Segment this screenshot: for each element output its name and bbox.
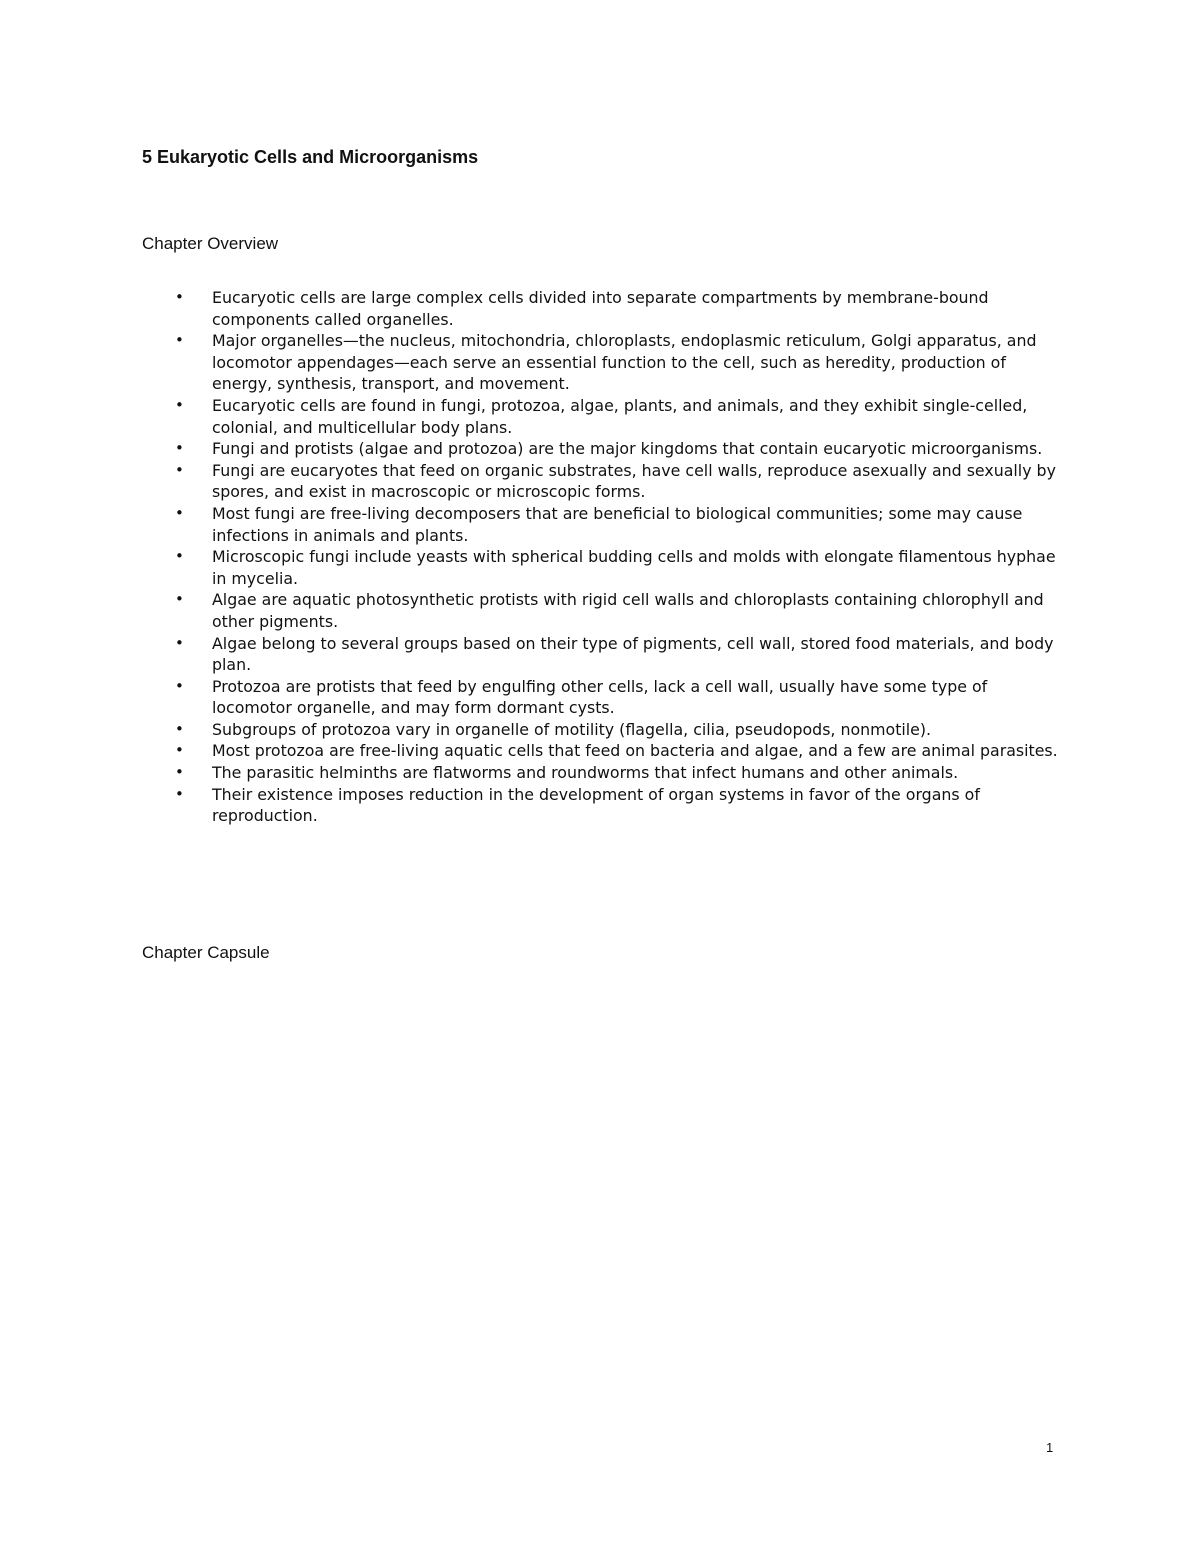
bullet-icon: •	[175, 460, 184, 479]
page-number: 1	[1046, 1440, 1054, 1455]
overview-bullet-text: Most fungi are free-living decomposers that are beneficial to biological communities; some may cause infections in animals and plants.	[212, 503, 1023, 545]
overview-bullet-text: Their existence imposes reduction in the development of organ systems in favor of the organs of reproduction.	[212, 784, 980, 826]
document-title: 5 Eukaryotic Cells and Microorganisms	[142, 147, 479, 167]
bullet-icon: •	[175, 719, 184, 738]
overview-list-item	[142, 740, 1062, 762]
overview-bullet-text: Fungi and protists (algae and protozoa) are the major kingdoms that contain eucaryotic microorganisms.	[212, 439, 1043, 459]
overview-list-item	[142, 330, 1062, 395]
overview-bullet-text: Eucaryotic cells are large complex cells divided into separate compartments by membrane-bound components called organelles.	[212, 288, 989, 329]
bullet-icon: •	[175, 547, 184, 566]
bullet-icon: •	[175, 633, 184, 652]
bullet-icon: •	[175, 741, 184, 760]
bullet-icon: •	[175, 763, 184, 782]
bullet-icon: •	[175, 439, 184, 458]
overview-bullet-text: The parasitic helminths are flatworms and roundworms that infect humans and other animals.	[212, 763, 959, 783]
overview-list-item	[142, 589, 1062, 632]
overview-bullet-text: Eucaryotic cells are found in fungi, protozoa, algae, plants, and animals, and they exhibit single-celled, colonial, and multicellular body plans.	[212, 395, 1028, 437]
bullet-icon: •	[175, 784, 184, 803]
bullet-icon: •	[175, 676, 184, 695]
overview-bullet-text: Algae are aquatic photosynthetic protists with rigid cell walls and chloroplasts containing chlorophyll and other pigments.	[212, 590, 1044, 631]
bullet-icon: •	[175, 331, 184, 350]
overview-list-item	[142, 784, 1062, 827]
chapter-capsule-heading: Chapter Capsule	[142, 943, 270, 962]
overview-list-item	[142, 676, 1062, 719]
overview-bullet-text: Most protozoa are free-living aquatic cells that feed on bacteria and algae, and a few are animal parasites.	[212, 741, 1058, 761]
overview-bullet-text: Protozoa are protists that feed by engulfing other cells, lack a cell wall, usually have some type of locomotor organelle, and may form dormant cysts.	[212, 676, 988, 718]
overview-list-item	[142, 438, 1062, 460]
overview-list-item	[142, 719, 1062, 741]
overview-list-item	[142, 546, 1062, 589]
chapter-overview-heading: Chapter Overview	[142, 234, 279, 253]
bullet-icon: •	[175, 395, 184, 414]
overview-list-item	[142, 503, 1062, 546]
overview-bullet-text: Algae belong to several groups based on their type of pigments, cell wall, stored food materials, and body plan.	[212, 633, 1054, 675]
bullet-icon: •	[175, 503, 184, 522]
chapter-overview-list	[142, 287, 1062, 827]
overview-bullet-text: Subgroups of protozoa vary in organelle of motility (flagella, cilia, pseudopods, nonmotile).	[212, 719, 932, 739]
overview-list-item	[142, 460, 1062, 503]
bullet-icon: •	[175, 590, 184, 609]
overview-list-item	[142, 633, 1062, 676]
bullet-icon: •	[175, 288, 184, 306]
overview-list-item	[142, 395, 1062, 438]
overview-list-item	[142, 762, 1062, 784]
overview-list-item	[142, 287, 1062, 330]
overview-bullet-text: Fungi are eucaryotes that feed on organic substrates, have cell walls, reproduce asexually and sexually by spores, and exist in macroscopic or microscopic forms.	[212, 460, 1056, 502]
overview-bullet-text: Microscopic fungi include yeasts with spherical budding cells and molds with elongate filamentous hyphae in mycelia.	[212, 547, 1056, 588]
overview-bullet-text: Major organelles—the nucleus, mitochondria, chloroplasts, endoplasmic reticulum, Golgi apparatus, and locomotor appendages—each serve an essential function to the cell, such as heredity, production of energy, synthesis, transport, and movement.	[212, 331, 1037, 394]
